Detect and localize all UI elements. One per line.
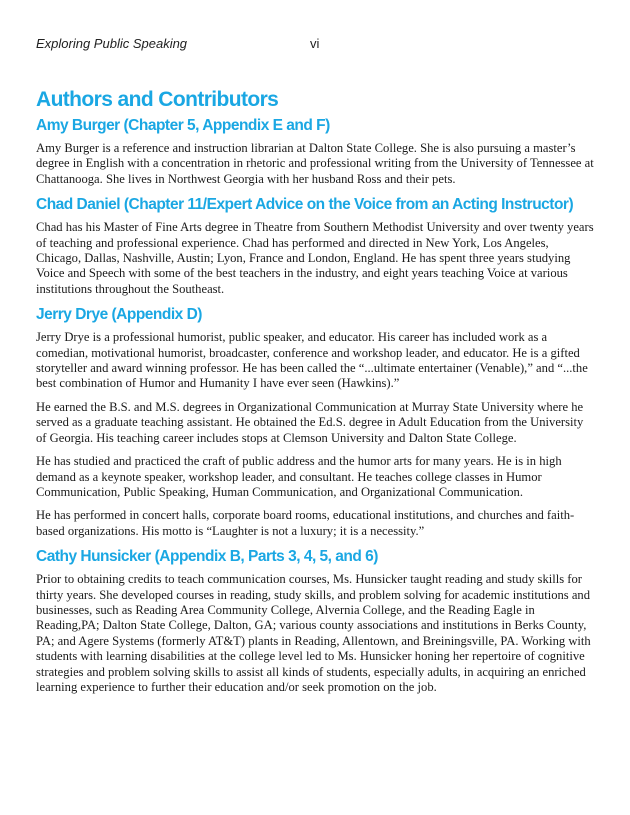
author-entry-chad-daniel — [36, 195, 594, 297]
bio-paragraph: He earned the B.S. and M.S. degrees in Organizational Communication at Murray State University where he served as a graduate teaching assistant. He obtained the Ed.S. degree in Adult Education from the University of Georgia. His teaching career includes stops at Clemson University and Dalton State College. — [36, 399, 584, 445]
bio-paragraph: Chad has his Master of Fine Arts degree in Theatre from Southern Methodist University and over twenty years of teaching and professional experience. Chad has performed and directed in New York, Los Angeles, Chicago, Dallas, Nashville, Austin; Lyon, France and London, England. He has spent three years studying Voice and Speech with some of the best teachers in the industry, and eight years teaching Voice at various institutions throughout the Southeast. — [36, 220, 594, 296]
bio-paragraph: Jerry Drye is a professional humorist, public speaker, and educator. His career has included work as a comedian, motivational humorist, broadcaster, conference and workshop leader, and educator. He is a gifted storyteller and award winning professor. He has been called the “...ultimate entertainer (Venable),” and “...the best combination of Humor and Humanity I have ever seen (Hawkins).” — [36, 330, 588, 391]
author-heading: Chad Daniel (Chapter 11/Expert Advice on the Voice from an Acting Instructor) — [36, 196, 574, 214]
bio-paragraph: Amy Burger is a reference and instruction librarian at Dalton State College. She is also pursuing a master’s degree in English with a concentration in rhetoric and professional writing from the University of Tennessee at Chattanooga. She lives in Northwest Georgia with her husband Ross and their pets. — [36, 141, 594, 186]
running-title: Exploring Public Speaking — [36, 36, 188, 51]
author-entry-amy-burger — [36, 116, 594, 187]
bio-paragraph: He has performed in concert halls, corporate board rooms, educational institutions, and churches and faith-based organizations. His motto is “Laughter is not a luxury; it is a necessity.” — [36, 508, 575, 538]
section-title: Authors and Contributors — [36, 88, 279, 111]
author-heading: Amy Burger (Chapter 5, Appendix E and F) — [36, 117, 330, 134]
bio-paragraph: Prior to obtaining credits to teach communication courses, Ms. Hunsicker taught reading and study skills for thirty years. She developed courses in reading, study skills, and problem solving for academic institutions and businesses, such as Reading Area Community College, Alvernia College, and the Reading Eagle in Reading,PA; Dalton State College, Dalton, GA; various county associations and institutions in Berks County, PA; and Agere Systems (formerly AT&T) plants in Reading, Allentown, and Breiningsville, PA. Working with students with learning disabilities at the college level led to Ms. Hunsicker honing her repertoire of cognitive strategies and problem solving skills to assist all kinds of students, especially adults, in acquiring an enriched learning experience to further their education and/or seek promotion on the job. — [36, 572, 591, 694]
author-heading: Cathy Hunsicker (Appendix B, Parts 3, 4, 5, and 6) — [36, 548, 378, 566]
bio-paragraph: He has studied and practiced the craft of public address and the humor arts for many years. He is in high demand as a keynote speaker, workshop leader, and consultant. He teaches college classes in Humor Communication, Public Speaking, Human Communication, and Organizational Communication. — [36, 454, 562, 499]
author-entry-cathy-hunsicker — [36, 547, 594, 695]
running-header — [36, 36, 596, 54]
page-number: vi — [310, 36, 320, 51]
author-entry-jerry-drye — [36, 305, 594, 539]
page-content — [36, 86, 594, 703]
author-heading: Jerry Drye (Appendix D) — [36, 306, 202, 324]
